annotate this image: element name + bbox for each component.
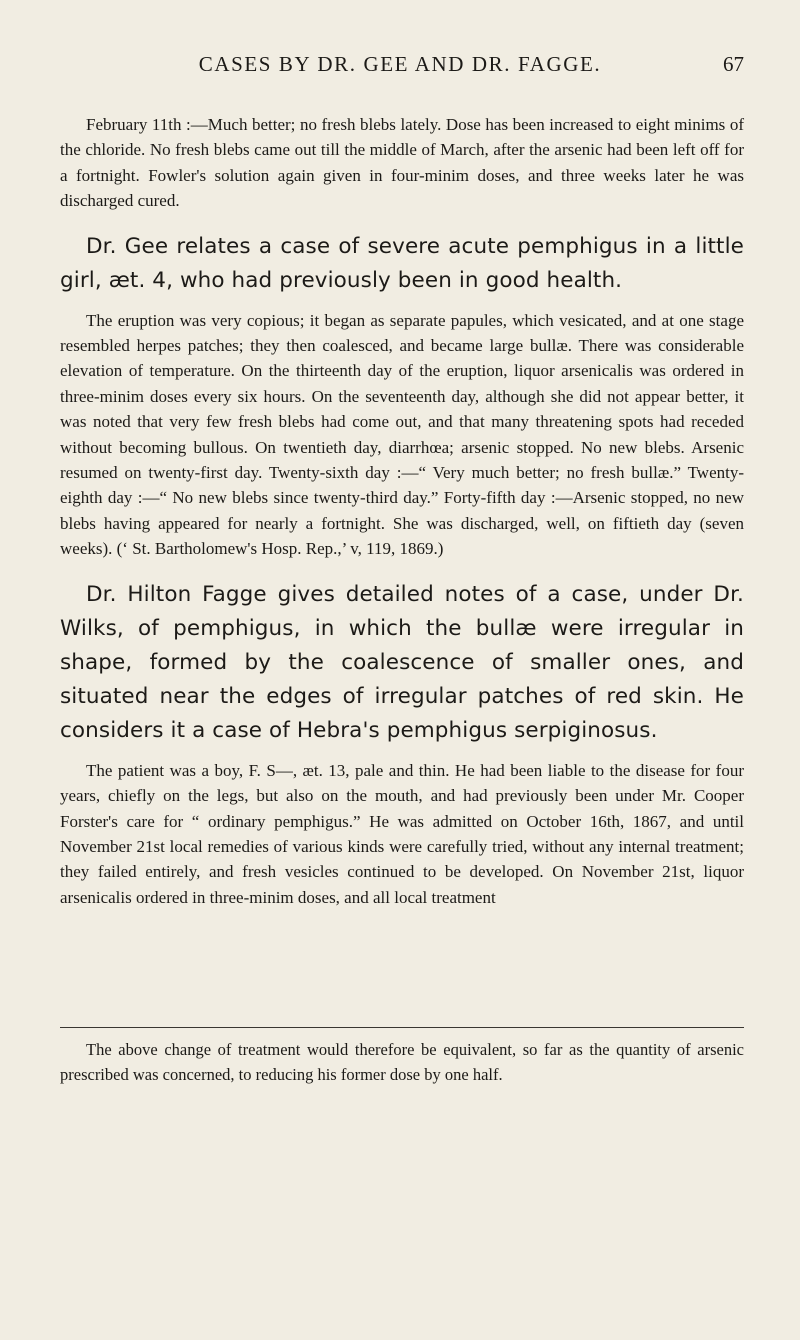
page-number: 67 xyxy=(723,52,744,76)
running-title: CASES BY DR. GEE AND DR. FAGGE. xyxy=(198,52,602,76)
case-summary-gee: Dr. Gee relates a case of severe acute pemphigus in a little girl, æt. 4, who had previously been in good health. xyxy=(60,233,744,293)
footnote: The above change of treatment would therefore be equivalent, so far as the quantity of arsenic prescribed was concerned, to reducing his former dose by one half. xyxy=(60,1040,744,1084)
body-text xyxy=(60,112,744,910)
paragraph-patient: The patient was a boy, F. S—, æt. 13, pale and thin. He had been liable to the disease for four years, chiefly on the legs, but also on the mouth, and had previously been under Mr. Cooper Forster's care for “ ordinary pemphigus.” He was admitted on October 16th, 1867, and until November 21st local remedies of various kinds were carefully tried, without any internal treatment; they failed entirely, and fresh vesicles continued to be developed. On November 21st, liquor arsenicalis ordered in three-minim doses, and all local treatment xyxy=(60,760,744,907)
running-head xyxy=(60,52,744,92)
paragraph-february: February 11th :—Much better; no fresh blebs lately. Dose has been increased to eight minims of the chloride. No fresh blebs came out till the middle of March, after the arsenic had been left off for a fortnight. Fowler's solution again given in four-minim doses, and three weeks later he was discharged cured. xyxy=(60,115,744,211)
footnote-divider xyxy=(60,1027,744,1028)
paragraph-eruption: The eruption was very copious; it began as separate papules, which vesicated, and at one stage resembled herpes patches; they then coalesced, and became large bullæ. There was considerable elevation of temperature. On the thirteenth day of the eruption, liquor arsenicalis was ordered in three-minim doses every six hours. On the seventeenth day, although she did not appear better, it was noted that very few fresh blebs had come out, and that many threatening spots had receded without becoming bullous. On twentieth day, diarrhœa; arsenic stopped. No new blebs. Arsenic resumed on twenty-first day. Twenty-sixth day :—“ Very much better; no fresh bullæ.” Twenty-eighth day :—“ No new blebs since twenty-third day.” Forty-fifth day :—Arsenic stopped, no new blebs having appeared for nearly a fortnight. She was discharged, well, on fiftieth day (seven weeks). (‘ St. Bartholomew's Hosp. Rep.,’ v, 119, 1869.) xyxy=(60,310,744,559)
case-summary-fagge: Dr. Hilton Fagge gives detailed notes of a case, under Dr. Wilks, of pemphigus, in which the bullæ were irregular in shape, formed by the coalescence of smaller ones, and situated near the edges of irregular patches of red skin. He considers it a case of Hebra's pemphigus serpiginosus. xyxy=(60,581,744,743)
